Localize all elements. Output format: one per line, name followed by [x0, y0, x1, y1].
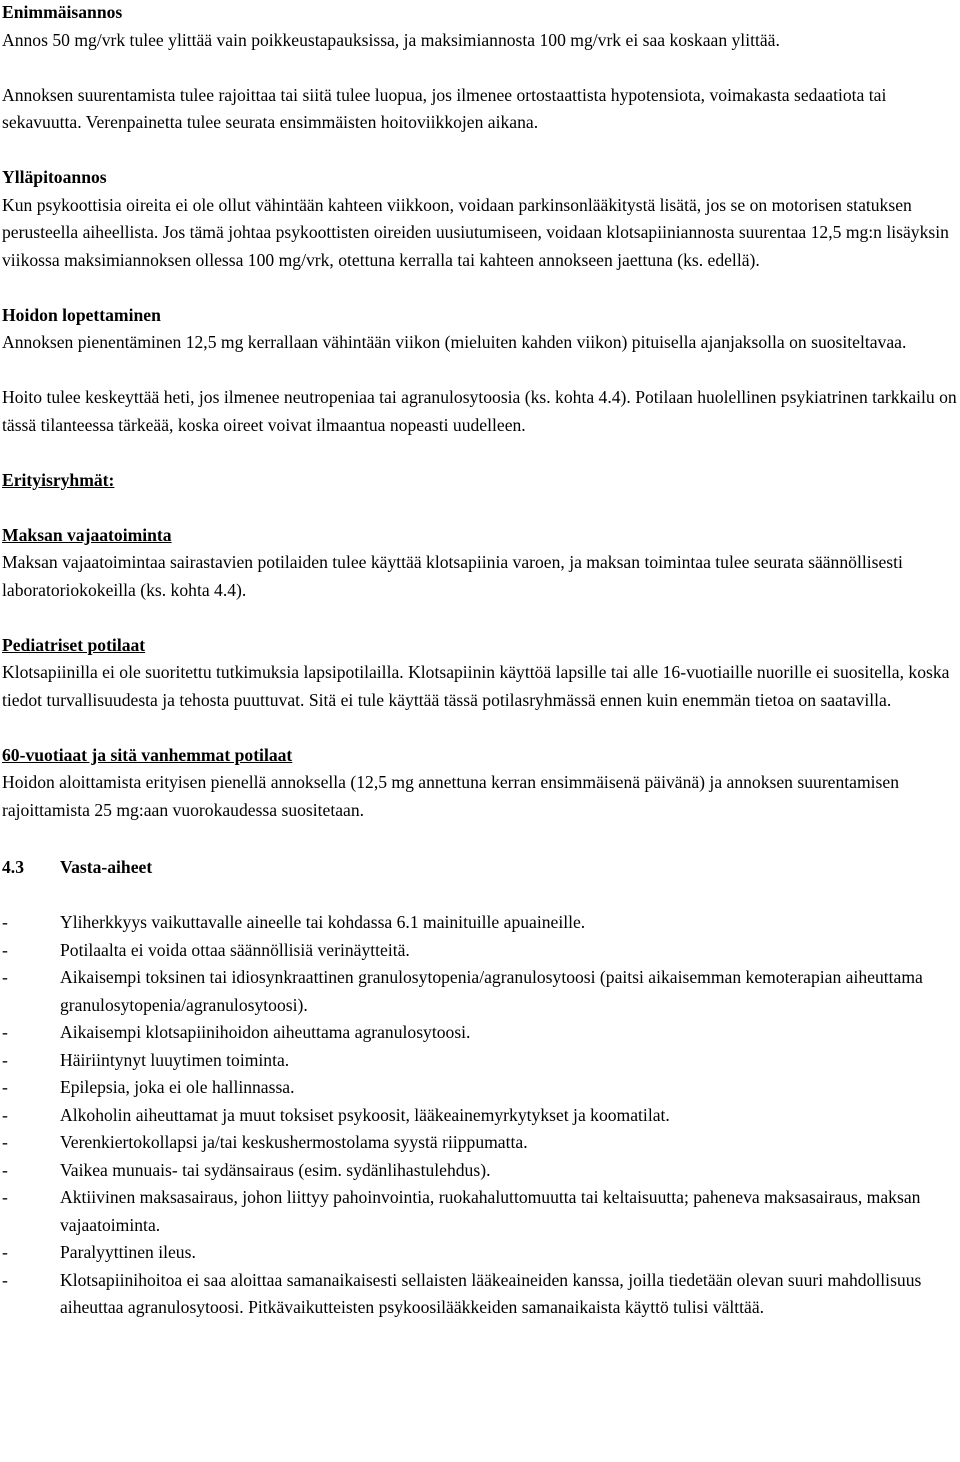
paragraph-yllapitoannos: Kun psykoottisia oireita ei ole ollut vähintään kahteen viikkoon, voidaan parkinsonlääkitystä lisätä, jos se on motorisen statuksen perusteella aiheellista. Jos tämä johtaa psykoottisten oireiden uusiutumiseen, voidaan klotsapiiniannosta suurentaa 12,5 mg:n lisäyksin viikossa maksimiannoksen ollessa 100 mg/vrk, otettuna kerralla tai kahteen annokseen jaettuna (ks. edellä). [2, 194, 949, 270]
heading-enimmaisannos: Enimmäisannos [2, 2, 123, 22]
paragraph-maksan-vajaatoiminta: Maksan vajaatoimintaa sairastavien potilaiden tulee käyttää klotsapiinia varoen, ja maksan toimintaa tulee seurata säännöllisesti laboratoriokokeilla (ks. kohta 4.4). [2, 552, 903, 600]
heading-hoidon-lopettaminen: Hoidon lopettaminen [2, 304, 161, 325]
list-item-text: Aikaisempi klotsapiinihoidon aiheuttama agranulosytoosi. [60, 1022, 471, 1042]
dash-bullet: - [2, 1159, 8, 1180]
paragraph-enimmaisannos-2: Annoksen suurentamista tulee rajoittaa tai siitä tulee luopua, jos ilmenee ortostaattista hypotensiota, voimakasta sedaatiota tai sekavuutta. Verenpainetta tulee seurata ensimmäisten hoitoviikkojen aikana. [2, 84, 887, 132]
dash-bullet: - [2, 1132, 8, 1152]
list-item [2, 909, 960, 937]
list-item [2, 1157, 960, 1185]
list-item-text: Häiriintynyt luuytimen toiminta. [60, 1049, 290, 1070]
list-item [2, 1267, 960, 1322]
dash-bullet: - [2, 1022, 8, 1042]
section-heading-4-3 [2, 854, 960, 882]
section-title: Vasta-aiheet [60, 857, 153, 877]
dash-bullet: - [2, 939, 8, 960]
list-item-text: Vaikea munuais- tai sydänsairaus (esim. sydänlihastulehdus). [60, 1159, 491, 1180]
paragraph-pediatriset-potilaat: Klotsapiinilla ei ole suoritettu tutkimuksia lapsipotilailla. Klotsapiinin käyttöä lapsille tai alle 16-vuotiaille nuorille ei suositella, koska tiedot turvallisuudesta ja tehosta puuttuvat. Sitä ei tule käyttää tässä potilasryhmässä ennen kuin enemmän tietoa on saatavilla. [2, 662, 950, 710]
list-item-text: Paralyyttinen ileus. [60, 1242, 196, 1262]
list-item [2, 1239, 960, 1267]
list-item [2, 1019, 960, 1047]
list-item-text: Epilepsia, joka ei ole hallinnassa. [60, 1077, 295, 1097]
list-item [2, 1102, 960, 1130]
list-item-text: Aktiivinen maksasairaus, johon liittyy pahoinvointia, ruokahaluttomuutta tai keltaisuutta; paheneva maksasairaus, maksan vajaatoiminta. [60, 1187, 921, 1235]
dash-bullet: - [2, 1104, 8, 1125]
list-item-text: Klotsapiinihoitoa ei saa aloittaa samanaikaisesti sellaisten lääkeaineiden kanssa, joilla tiedetään olevan suuri mahdollisuus aiheuttaa agranulosytoosi. Pitkävaikutteisten psykoosilääkkeiden samanaikaista käyttö tulisi välttää. [60, 1269, 922, 1317]
section-number: 4.3 [2, 857, 24, 877]
paragraph-enimmaisannos-1: Annos 50 mg/vrk tulee ylittää vain poikkeustapauksissa, ja maksimiannosta 100 mg/vrk ei saa koskaan ylittää. [2, 29, 780, 50]
heading-yllapitoannos: Ylläpitoannos [2, 167, 107, 187]
dash-bullet: - [2, 1242, 8, 1262]
dash-bullet: - [2, 1077, 8, 1097]
contraindication-list [2, 909, 960, 1322]
dash-bullet: - [2, 967, 8, 987]
list-item [2, 1047, 960, 1075]
list-item-text: Aikaisempi toksinen tai idiosynkraattinen granulosytopenia/agranulosytoosi (paitsi aikaisemman kemoterapian aiheuttama granulosytopenia/agranulosytoosi). [60, 967, 923, 1015]
dash-bullet: - [2, 1049, 8, 1070]
paragraph-lopettaminen-2: Hoito tulee keskeyttää heti, jos ilmenee neutropeniaa tai agranulosytoosia (ks. kohta 4.4). Potilaan huolellinen psykiatrinen tarkkailu on tässä tilanteessa tärkeää, koska oireet voivat ilmaantua nopeasti uudelleen. [2, 387, 957, 435]
list-item [2, 1074, 960, 1102]
list-item [2, 964, 960, 1019]
dash-bullet: - [2, 1187, 8, 1207]
heading-erityisryhmat: Erityisryhmät: [2, 469, 115, 490]
heading-iakkaat-potilaat: 60-vuotiaat ja sitä vanhemmat potilaat [2, 744, 293, 765]
dash-bullet: - [2, 912, 8, 932]
list-item-text: Alkoholin aiheuttamat ja muut toksiset psykoosit, lääkeainemyrkytykset ja koomatilat. [60, 1104, 670, 1125]
list-item-text: Potilaalta ei voida ottaa säännöllisiä verinäytteitä. [60, 939, 410, 960]
list-item [2, 1184, 960, 1239]
dash-bullet: - [2, 1269, 8, 1290]
list-item-text: Verenkiertokollapsi ja/tai keskushermostolama syystä riippumatta. [60, 1132, 528, 1152]
paragraph-lopettaminen-1: Annoksen pienentäminen 12,5 mg kerrallaan vähintään viikon (mieluiten kahden viikon) pituisella ajanjaksolla on suositeltavaa. [2, 332, 907, 352]
paragraph-iakkaat-potilaat: Hoidon aloittamista erityisen pienellä annoksella (12,5 mg annettuna kerran ensimmäisenä päivänä) ja annoksen suurentamisen rajoittamista 25 mg:aan vuorokaudessa suositetaan. [2, 772, 900, 820]
list-item [2, 937, 960, 965]
list-item-text: Yliherkkyys vaikuttavalle aineelle tai kohdassa 6.1 mainituille apuaineille. [60, 912, 586, 932]
list-item [2, 1129, 960, 1157]
heading-maksan-vajaatoiminta: Maksan vajaatoiminta [2, 524, 172, 545]
heading-pediatriset-potilaat: Pediatriset potilaat [2, 634, 146, 655]
